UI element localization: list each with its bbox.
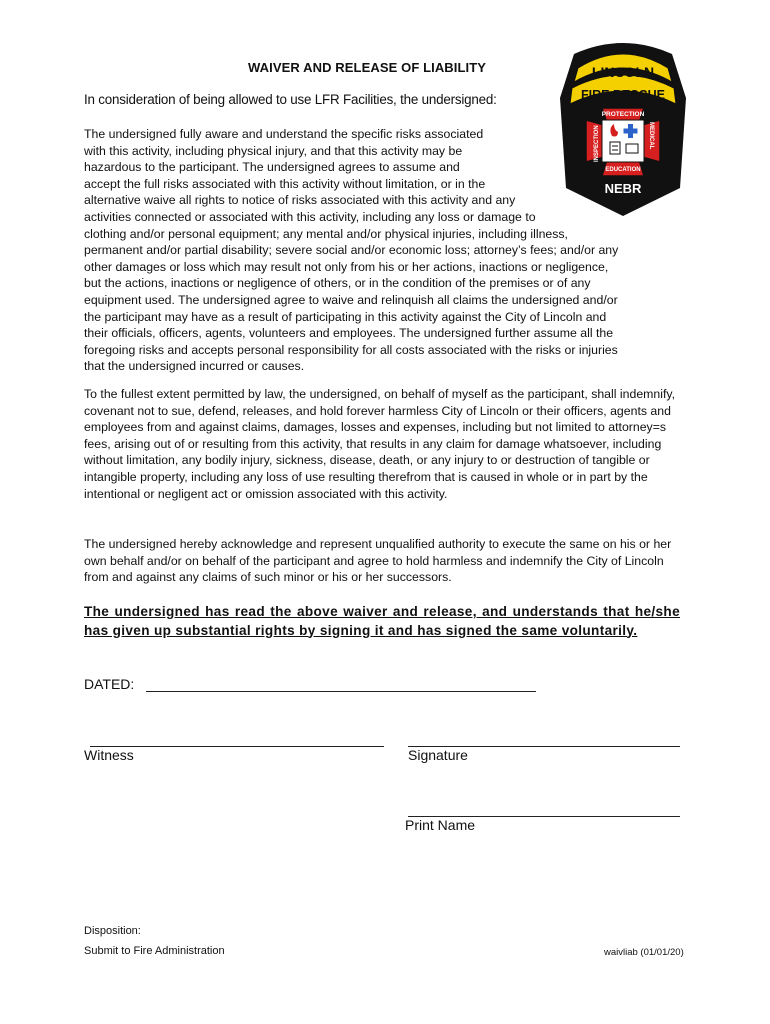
indemnify-paragraph: To the fullest extent permitted by law, the undersigned, on behalf of myself as the participant, shall indemnify, covenant not to sue, defend, releases, and hold forever harmless City of Lincoln or their officers, agents and employees from and against claims, damages, losses and expenses, including but not limited to attorney=s fees, arising out of or resulting from this activity, that results in any claim for damage whatsoever, including without limitation, any bodily injury, sickness, disease, death, or any injury to or destruction of tangible or intangible property, including any loss of use resulting therefrom that is caused in whole or in part by the intentional or negligent act or omission associated with this activity.: [84, 387, 676, 501]
form-code: waivliab (01/01/20): [604, 947, 684, 958]
logo-bottom-text: NEBR: [604, 181, 642, 196]
risk-line: equipment used. The undersigned agree to waive and relinquish all claims the undersigned and/or: [84, 292, 618, 307]
signature-label: Signature: [408, 747, 468, 763]
logo-education-text: EDUCATION: [605, 167, 641, 173]
risk-line: their officials, officers, agents, volunteers and employees. The undersigned further assume all the: [84, 326, 614, 341]
witness-field-line[interactable]: [90, 746, 384, 747]
logo-protection-text: PROTECTION: [601, 111, 645, 118]
acknowledgement-notice: The undersigned has read the above waiver and release, and understands that he/she has given up substantial rights by signing it and has signed the same voluntarily.: [84, 604, 680, 638]
risk-line: the participant may have as a result of participating in this activity against the City of Lincoln and: [84, 309, 607, 324]
risk-line: hazardous to the participant. The undersigned agrees to assume and: [84, 160, 460, 175]
risk-line: but the actions, inactions or negligence of others, or in the condition of the premises or of any: [84, 276, 591, 291]
document-title: WAIVER AND RELEASE OF LIABILITY: [248, 60, 487, 75]
risk-line: The undersigned fully aware and understand the specific risks associated: [84, 127, 484, 141]
risk-line: foregoing risks and accepts personal responsibility for all costs associated with the risks or injuries: [84, 342, 618, 357]
authority-paragraph: The undersigned hereby acknowledge and represent unqualified authority to execute the same on his or her own behalf and/or on behalf of the participant and agree to hold harmless and indemnify the City of Lincoln from and against any claims of such minor or his or her successors.: [84, 537, 672, 585]
risk-line: other damages or loss which may result not only from his or her actions, inactions or negligence,: [84, 259, 609, 274]
risk-line: that the undersigned incurred or causes.: [84, 359, 305, 374]
risk-line: permanent and/or partial disability; severe social and/or economic loss; attorney’s fees; and/or any: [84, 243, 619, 258]
print-name-label: Print Name: [405, 817, 476, 833]
logo-top-text: LINCOLN: [591, 64, 655, 80]
risk-line: with this activity, including physical injury, and that this activity may be: [84, 143, 463, 158]
disposition-label: Disposition:: [84, 925, 141, 937]
dated-label: DATED:: [84, 676, 135, 692]
submit-instructions: Submit to Fire Administration: [84, 945, 225, 957]
logo-medical-text: MEDICAL: [648, 122, 654, 150]
logo-inspection-text: INSPECTION: [594, 125, 600, 162]
fire-rescue-logo: [554, 38, 692, 218]
date-field-line[interactable]: [146, 691, 536, 692]
risk-line: accept the full risks associated with this activity without limitation, or in the: [84, 176, 486, 191]
logo-middle-text: FIRE RESCUE: [580, 88, 666, 102]
witness-label: Witness: [84, 747, 134, 763]
risk-line: activities connected or associated with this activity, including any loss or damage to: [84, 209, 536, 224]
intro-text: In consideration of being allowed to use LFR Facilities, the undersigned:: [84, 92, 497, 107]
risk-line: clothing and/or personal equipment; any mental and/or physical injuries, including illness,: [84, 226, 568, 241]
risk-line: alternative waive all rights to notice of risks associated with this activity and any: [84, 193, 516, 208]
